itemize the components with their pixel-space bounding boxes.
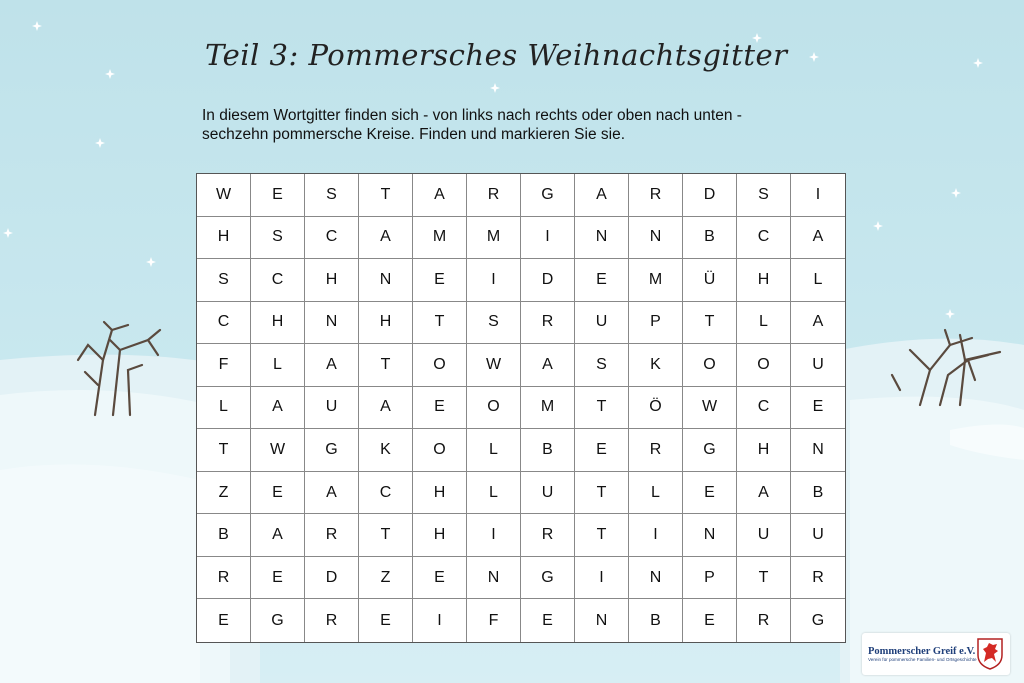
- page-title: Teil 3: Pommersches Weihnachtsgitter: [205, 38, 788, 72]
- grid-cell[interactable]: T: [359, 174, 413, 217]
- grid-cell[interactable]: D: [683, 174, 737, 217]
- grid-cell[interactable]: R: [197, 557, 251, 600]
- grid-cell[interactable]: S: [575, 344, 629, 387]
- grid-cell[interactable]: N: [575, 599, 629, 642]
- grid-cell[interactable]: E: [683, 599, 737, 642]
- grid-cell[interactable]: L: [467, 429, 521, 472]
- star-icon: [32, 21, 42, 31]
- grid-cell[interactable]: I: [575, 557, 629, 600]
- grid-cell[interactable]: A: [791, 302, 845, 345]
- grid-cell[interactable]: N: [683, 514, 737, 557]
- grid-cell[interactable]: C: [251, 259, 305, 302]
- grid-cell[interactable]: C: [305, 217, 359, 260]
- grid-cell[interactable]: B: [197, 514, 251, 557]
- grid-cell[interactable]: C: [737, 387, 791, 430]
- grid-cell[interactable]: E: [251, 174, 305, 217]
- grid-cell[interactable]: E: [251, 472, 305, 515]
- grid-cell[interactable]: L: [629, 472, 683, 515]
- grid-cell[interactable]: H: [413, 472, 467, 515]
- grid-cell[interactable]: F: [197, 344, 251, 387]
- grid-cell[interactable]: T: [359, 344, 413, 387]
- instructions: [202, 106, 842, 144]
- star-icon: [973, 58, 983, 68]
- grid-cell[interactable]: A: [359, 217, 413, 260]
- grid-cell[interactable]: U: [791, 344, 845, 387]
- grid-cell[interactable]: S: [197, 259, 251, 302]
- griffin-crest-icon: [976, 637, 1004, 671]
- grid-cell[interactable]: Z: [359, 557, 413, 600]
- grid-cell[interactable]: N: [359, 259, 413, 302]
- grid-cell[interactable]: L: [467, 472, 521, 515]
- grid-cell[interactable]: D: [521, 259, 575, 302]
- grid-cell[interactable]: O: [467, 387, 521, 430]
- star-icon: [490, 83, 500, 93]
- grid-cell[interactable]: I: [467, 259, 521, 302]
- grid-cell[interactable]: M: [413, 217, 467, 260]
- grid-cell[interactable]: Ü: [683, 259, 737, 302]
- grid-cell[interactable]: H: [413, 514, 467, 557]
- grid-cell[interactable]: R: [521, 514, 575, 557]
- grid-cell[interactable]: W: [197, 174, 251, 217]
- grid-cell[interactable]: T: [359, 514, 413, 557]
- grid-cell[interactable]: S: [737, 174, 791, 217]
- grid-cell[interactable]: E: [413, 557, 467, 600]
- grid-cell[interactable]: U: [791, 514, 845, 557]
- grid-cell[interactable]: E: [791, 387, 845, 430]
- grid-cell[interactable]: G: [305, 429, 359, 472]
- star-icon: [945, 309, 955, 319]
- grid-cell[interactable]: T: [197, 429, 251, 472]
- grid-cell[interactable]: I: [629, 514, 683, 557]
- grid-cell[interactable]: T: [683, 302, 737, 345]
- grid-cell[interactable]: H: [197, 217, 251, 260]
- grid-cell[interactable]: B: [521, 429, 575, 472]
- grid-cell[interactable]: T: [413, 302, 467, 345]
- grid-cell[interactable]: T: [575, 514, 629, 557]
- star-icon: [873, 221, 883, 231]
- grid-cell[interactable]: H: [737, 259, 791, 302]
- grid-cell[interactable]: G: [521, 557, 575, 600]
- grid-cell[interactable]: A: [413, 174, 467, 217]
- grid-cell[interactable]: E: [251, 557, 305, 600]
- grid-cell[interactable]: A: [251, 514, 305, 557]
- grid-cell[interactable]: A: [305, 344, 359, 387]
- grid-cell[interactable]: T: [737, 557, 791, 600]
- grid-cell[interactable]: S: [251, 217, 305, 260]
- grid-cell[interactable]: E: [521, 599, 575, 642]
- grid-cell[interactable]: W: [683, 387, 737, 430]
- grid-cell[interactable]: A: [251, 387, 305, 430]
- grid-cell[interactable]: R: [629, 174, 683, 217]
- association-logo: [862, 633, 1010, 675]
- grid-cell[interactable]: K: [629, 344, 683, 387]
- instructions-line-1: In diesem Wortgitter finden sich - von links nach rechts oder oben nach unten -: [202, 107, 742, 124]
- grid-cell[interactable]: E: [683, 472, 737, 515]
- grid-cell[interactable]: B: [683, 217, 737, 260]
- grid-cell[interactable]: C: [197, 302, 251, 345]
- grid-cell[interactable]: H: [305, 259, 359, 302]
- instructions-line-2: sechzehn pommersche Kreise. Finden und markieren Sie sie.: [202, 126, 626, 143]
- grid-cell[interactable]: L: [251, 344, 305, 387]
- grid-cell[interactable]: B: [629, 599, 683, 642]
- grid-cell[interactable]: N: [305, 302, 359, 345]
- grid-cell[interactable]: N: [575, 217, 629, 260]
- star-icon: [3, 228, 13, 238]
- grid-cell[interactable]: A: [305, 472, 359, 515]
- grid-cell[interactable]: F: [467, 599, 521, 642]
- grid-cell[interactable]: R: [305, 514, 359, 557]
- grid-cell[interactable]: O: [683, 344, 737, 387]
- grid-cell[interactable]: U: [737, 514, 791, 557]
- grid-cell[interactable]: T: [575, 472, 629, 515]
- grid-cell[interactable]: P: [629, 302, 683, 345]
- grid-cell[interactable]: I: [791, 174, 845, 217]
- grid-cell[interactable]: H: [359, 302, 413, 345]
- grid-cell[interactable]: N: [629, 217, 683, 260]
- grid-cell[interactable]: A: [521, 344, 575, 387]
- grid-cell[interactable]: Z: [197, 472, 251, 515]
- grid-cell[interactable]: B: [791, 472, 845, 515]
- grid-cell[interactable]: G: [251, 599, 305, 642]
- grid-cell[interactable]: A: [575, 174, 629, 217]
- star-icon: [809, 52, 819, 62]
- star-icon: [951, 188, 961, 198]
- grid-cell[interactable]: E: [413, 387, 467, 430]
- star-icon: [95, 138, 105, 148]
- grid-cell[interactable]: M: [521, 387, 575, 430]
- grid-cell[interactable]: I: [467, 514, 521, 557]
- grid-cell[interactable]: L: [197, 387, 251, 430]
- logo-subtitle: Verein für pommersche Familien- und Ortsgeschichte: [868, 657, 977, 662]
- grid-cell[interactable]: W: [467, 344, 521, 387]
- grid-cell[interactable]: E: [575, 429, 629, 472]
- grid-cell[interactable]: G: [683, 429, 737, 472]
- grid-cell[interactable]: R: [629, 429, 683, 472]
- grid-cell[interactable]: L: [737, 302, 791, 345]
- logo-name: Pommerscher Greif e.V.: [868, 646, 976, 657]
- grid-cell[interactable]: A: [359, 387, 413, 430]
- grid-cell[interactable]: N: [791, 429, 845, 472]
- grid-cell[interactable]: N: [629, 557, 683, 600]
- grid-cell[interactable]: G: [521, 174, 575, 217]
- grid-cell[interactable]: H: [737, 429, 791, 472]
- grid-cell[interactable]: E: [413, 259, 467, 302]
- grid-cell[interactable]: E: [359, 599, 413, 642]
- grid-cell[interactable]: O: [413, 344, 467, 387]
- grid-cell[interactable]: O: [737, 344, 791, 387]
- grid-cell[interactable]: S: [467, 302, 521, 345]
- grid-cell[interactable]: N: [467, 557, 521, 600]
- grid-cell[interactable]: H: [251, 302, 305, 345]
- grid-cell[interactable]: L: [791, 259, 845, 302]
- grid-cell[interactable]: K: [359, 429, 413, 472]
- grid-cell[interactable]: A: [791, 217, 845, 260]
- grid-cell[interactable]: P: [683, 557, 737, 600]
- grid-cell[interactable]: Ö: [629, 387, 683, 430]
- star-icon: [146, 257, 156, 267]
- grid-cell[interactable]: C: [359, 472, 413, 515]
- grid-cell[interactable]: D: [305, 557, 359, 600]
- grid-cell[interactable]: E: [197, 599, 251, 642]
- grid-cell[interactable]: U: [575, 302, 629, 345]
- grid-cell[interactable]: R: [467, 174, 521, 217]
- grid-cell[interactable]: G: [791, 599, 845, 642]
- grid-cell[interactable]: R: [521, 302, 575, 345]
- grid-cell[interactable]: O: [413, 429, 467, 472]
- star-icon: [105, 69, 115, 79]
- grid-cell[interactable]: U: [305, 387, 359, 430]
- word-search-grid: [196, 173, 846, 643]
- grid-cell[interactable]: I: [521, 217, 575, 260]
- grid-cell[interactable]: E: [575, 259, 629, 302]
- grid-cell[interactable]: T: [575, 387, 629, 430]
- grid-cell[interactable]: R: [737, 599, 791, 642]
- grid-cell[interactable]: U: [521, 472, 575, 515]
- grid-cell[interactable]: A: [737, 472, 791, 515]
- grid-cell[interactable]: R: [305, 599, 359, 642]
- grid-cell[interactable]: M: [467, 217, 521, 260]
- grid-cell[interactable]: C: [737, 217, 791, 260]
- grid-cell[interactable]: I: [413, 599, 467, 642]
- grid-cell[interactable]: R: [791, 557, 845, 600]
- grid-cell[interactable]: M: [629, 259, 683, 302]
- grid-cell[interactable]: W: [251, 429, 305, 472]
- grid-cell[interactable]: S: [305, 174, 359, 217]
